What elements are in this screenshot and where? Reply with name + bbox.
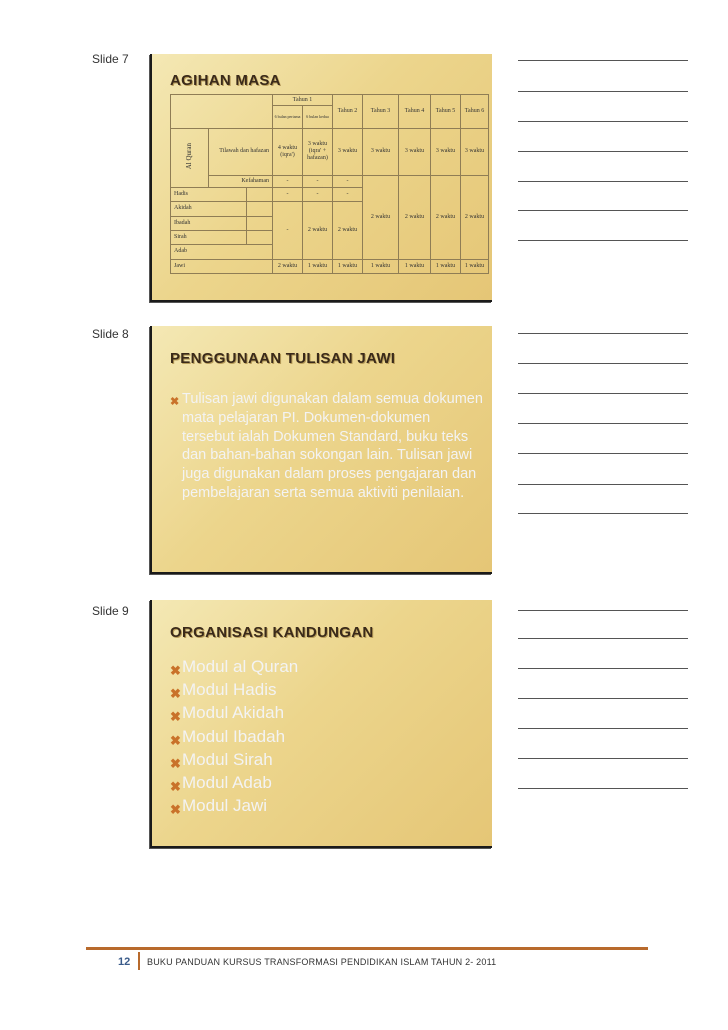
bullet-item (170, 701, 486, 724)
jawi-t1-second: 1 waktu (303, 259, 333, 273)
subjects-t5: 2 waktu (431, 175, 461, 259)
footer-rule (86, 947, 648, 950)
hadis-t2: - (333, 188, 363, 202)
x-bullet-icon: ✖ (170, 732, 181, 748)
slide-7-label: Slide 7 (92, 52, 129, 66)
slide-7-title: AGIHAN MASA (170, 72, 281, 89)
note-line (518, 513, 688, 514)
hadis-t1-first: - (273, 188, 303, 202)
header-tahun-4: Tahun 4 (399, 95, 431, 129)
bullet-item (170, 655, 486, 678)
kefahaman-t2: - (333, 175, 363, 187)
value-text: 4 waktu (277, 144, 298, 151)
x-bullet-icon: ✖ (170, 396, 180, 408)
note-line (518, 453, 688, 454)
value-text: 3 waktu (307, 140, 328, 147)
kefahaman-t1-second: - (303, 175, 333, 187)
header-tahun-5: Tahun 5 (431, 95, 461, 129)
subjects-t6: 2 waktu (461, 175, 489, 259)
bullet-item (170, 725, 486, 748)
note-line (518, 333, 688, 334)
note-line (518, 363, 688, 364)
bullet-item (170, 771, 486, 794)
bullet-item (170, 748, 486, 771)
jawi-t5: 1 waktu (431, 259, 461, 273)
bullet-text: Modul Adab (182, 773, 272, 793)
tilawah-t6: 3 waktu (461, 128, 489, 175)
hadis-t1-second: - (303, 188, 333, 202)
footer-title: BUKU PANDUAN KURSUS TRANSFORMASI PENDIDIKAN ISLAM TAHUN 2- 2011 (147, 957, 497, 967)
jawi-t3: 1 waktu (363, 259, 399, 273)
value-note: (iqra') (280, 151, 295, 158)
x-bullet-icon: ✖ (170, 663, 181, 678)
subjects-t3: 2 waktu (363, 175, 399, 259)
tilawah-t3: 3 waktu (363, 128, 399, 175)
bullet-text: Modul Sirah (182, 749, 273, 769)
x-bullet-icon: ✖ (170, 686, 181, 702)
slide-7 (150, 54, 492, 302)
hadis-spacer (247, 188, 273, 202)
bullet-text: Modul Ibadah (182, 726, 286, 746)
ibadah-label: Ibadah (171, 216, 247, 230)
hadis-label: Hadis (171, 188, 247, 202)
table-header-empty (171, 95, 273, 129)
note-line (518, 423, 688, 424)
jawi-t2: 1 waktu (333, 259, 363, 273)
x-bullet-icon: ✖ (170, 709, 181, 725)
jawi-t4: 1 waktu (399, 259, 431, 273)
sirah-spacer (247, 231, 273, 245)
note-line (518, 91, 688, 92)
sirah-label: Sirah (171, 231, 247, 245)
note-line (518, 668, 688, 669)
note-line (518, 728, 688, 729)
tilawah-t1-second (303, 128, 333, 175)
subjects-t1-first: - (273, 202, 303, 259)
slide-9-title: ORGANISASI KANDUNGAN (170, 624, 374, 641)
slide-8-label: Slide 8 (92, 327, 129, 341)
x-bullet-icon: ✖ (170, 802, 181, 818)
bullet-item (170, 678, 486, 701)
note-line (518, 60, 688, 61)
note-line (518, 610, 688, 611)
subjects-t4: 2 waktu (399, 175, 431, 259)
bullet-text: Modul Akidah (182, 703, 285, 723)
al-quran-label: Al Quran (185, 143, 194, 170)
x-bullet-icon: ✖ (170, 755, 181, 771)
subjects-t1-second: 2 waktu (303, 202, 333, 259)
header-tahun-1: Tahun 1 (273, 95, 333, 106)
subjects-t2: 2 waktu (333, 202, 363, 259)
adab-label: Adab (171, 245, 273, 259)
kefahaman-t1-first: - (273, 175, 303, 187)
slide-8-title: PENGGUNAAN TULISAN JAWI (170, 350, 396, 367)
note-line (518, 638, 688, 639)
tilawah-t1-first (273, 128, 303, 175)
header-tahun-6: Tahun 6 (461, 95, 489, 129)
note-line (518, 121, 688, 122)
slide-9-label: Slide 9 (92, 604, 129, 618)
jawi-label: Jawi (171, 259, 273, 273)
slide-8-bullets (170, 390, 486, 503)
tilawah-t4: 3 waktu (399, 128, 431, 175)
header-tahun-2: Tahun 2 (333, 95, 363, 129)
note-line (518, 240, 688, 241)
slide-9-bullets (170, 655, 486, 817)
bullet-text: Modul Jawi (182, 796, 268, 816)
footer-separator (138, 952, 140, 970)
bullet-item (170, 390, 486, 503)
note-line (518, 393, 688, 394)
jawi-t6: 1 waktu (461, 259, 489, 273)
note-line (518, 484, 688, 485)
al-quran-cell (171, 128, 209, 187)
tilawah-t5: 3 waktu (431, 128, 461, 175)
page-number: 12 (118, 956, 131, 968)
tilawah-t2: 3 waktu (333, 128, 363, 175)
jawi-t1-first: 2 waktu (273, 259, 303, 273)
bullet-text: Tulisan jawi digunakan dalam semua dokumen mata pelajaran PI. Dokumen-dokumen tersebut ialah Dokumen Standard, buku teks dan bahan-bahan sokongan lain. Tulisan jawi juga digunakan dalam proses pengajaran dan pembelajaran serta semua aktiviti penilaian. (182, 391, 483, 501)
bullet-text: Modul Hadis (182, 680, 277, 700)
akidah-spacer (247, 202, 273, 216)
header-tahun-1-first-half: 6 bulan pertama (273, 106, 303, 129)
agihan-masa-table (170, 94, 489, 274)
header-tahun-1-second-half: 6 bulan kedua (303, 106, 333, 129)
slide-9 (150, 600, 492, 848)
note-line (518, 151, 688, 152)
kefahaman-label: Kefahaman (209, 175, 273, 187)
tilawah-label: Tilawah dan hafazan (209, 128, 273, 175)
note-line (518, 758, 688, 759)
note-line (518, 788, 688, 789)
slide-8 (150, 326, 492, 574)
bullet-text: Modul al Quran (182, 657, 299, 676)
note-line (518, 210, 688, 211)
note-line (518, 181, 688, 182)
ibadah-spacer (247, 216, 273, 230)
header-tahun-3: Tahun 3 (363, 95, 399, 129)
x-bullet-icon: ✖ (170, 779, 181, 795)
bullet-item (170, 794, 486, 817)
note-line (518, 698, 688, 699)
akidah-label: Akidah (171, 202, 247, 216)
value-note: (iqra' + hafazan) (307, 148, 328, 162)
